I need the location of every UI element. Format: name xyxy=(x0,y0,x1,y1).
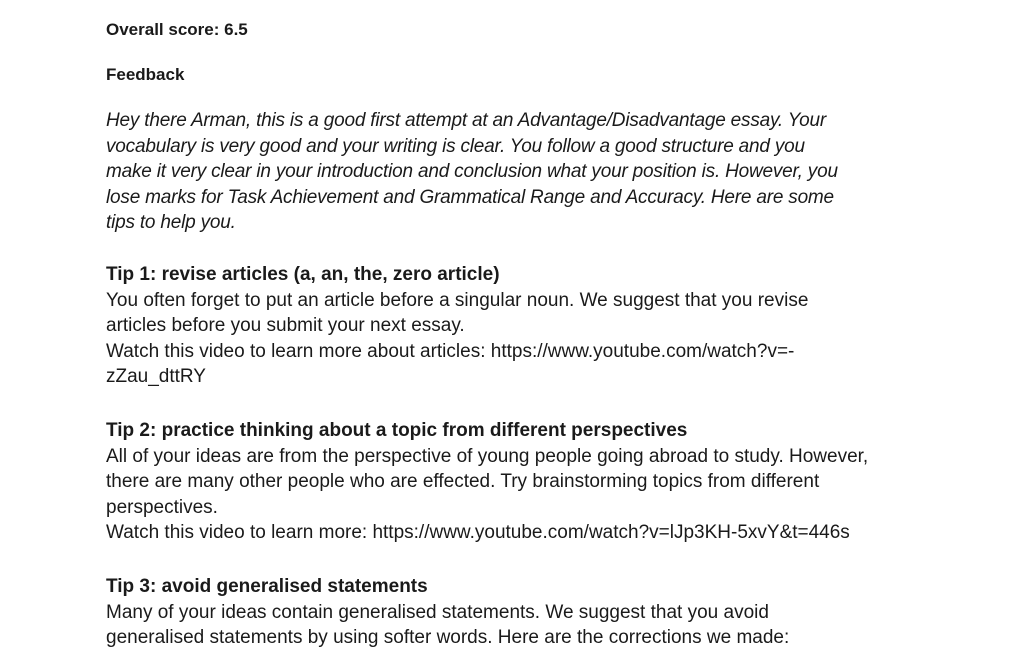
intro-line: vocabulary is very good and your writing is clear. You follow a good structure and you xyxy=(106,135,805,157)
tip-2-video-line: Watch this video to learn more: https://www.youtube.com/watch?v=lJp3KH-5xvY&t=446s xyxy=(106,522,850,543)
tip-3-title: Tip 3: avoid generalised statements xyxy=(106,576,428,597)
tip-1-title: Tip 1: revise articles (a, an, the, zero article) xyxy=(106,264,500,285)
intro-line: make it very clear in your introduction and conclusion what your position is. However, you xyxy=(106,161,838,182)
tip-3-line: Many of your ideas contain generalised statements. We suggest that you avoid xyxy=(106,601,769,623)
tip-1-line: You often forget to put an article before a singular noun. We suggest that you revise xyxy=(106,289,809,311)
feedback-intro xyxy=(106,108,956,236)
tip-2-line: there are many other people who are effected. Try brainstorming topics from different xyxy=(106,471,820,492)
feedback-heading: Feedback xyxy=(106,65,185,84)
tip-3-line: generalised statements by using softer words. Here are the corrections we made: xyxy=(106,627,790,648)
intro-line: Hey there Arman, this is a good first attempt at an Advantage/Disadvantage essay. Your xyxy=(106,110,826,131)
tip-2-title: Tip 2: practice thinking about a topic from different perspectives xyxy=(106,420,688,441)
tip-1-video-line: zZau_dttRY xyxy=(106,366,206,387)
intro-line: tips to help you. xyxy=(106,212,236,233)
tip-2-line: perspectives. xyxy=(106,496,218,518)
tip-1-section xyxy=(106,262,966,390)
overall-score: Overall score: 6.5 xyxy=(106,20,248,39)
tip-3-section xyxy=(106,574,966,651)
tip-1-video-line: Watch this video to learn more about articles: https://www.youtube.com/watch?v=- xyxy=(106,340,795,362)
tip-2-section xyxy=(106,418,966,546)
tip-2-line: All of your ideas are from the perspective of young people going abroad to study. However, xyxy=(106,445,869,467)
tip-1-line: articles before you submit your next essay. xyxy=(106,315,465,336)
intro-line: lose marks for Task Achievement and Grammatical Range and Accuracy. Here are some xyxy=(106,186,834,208)
